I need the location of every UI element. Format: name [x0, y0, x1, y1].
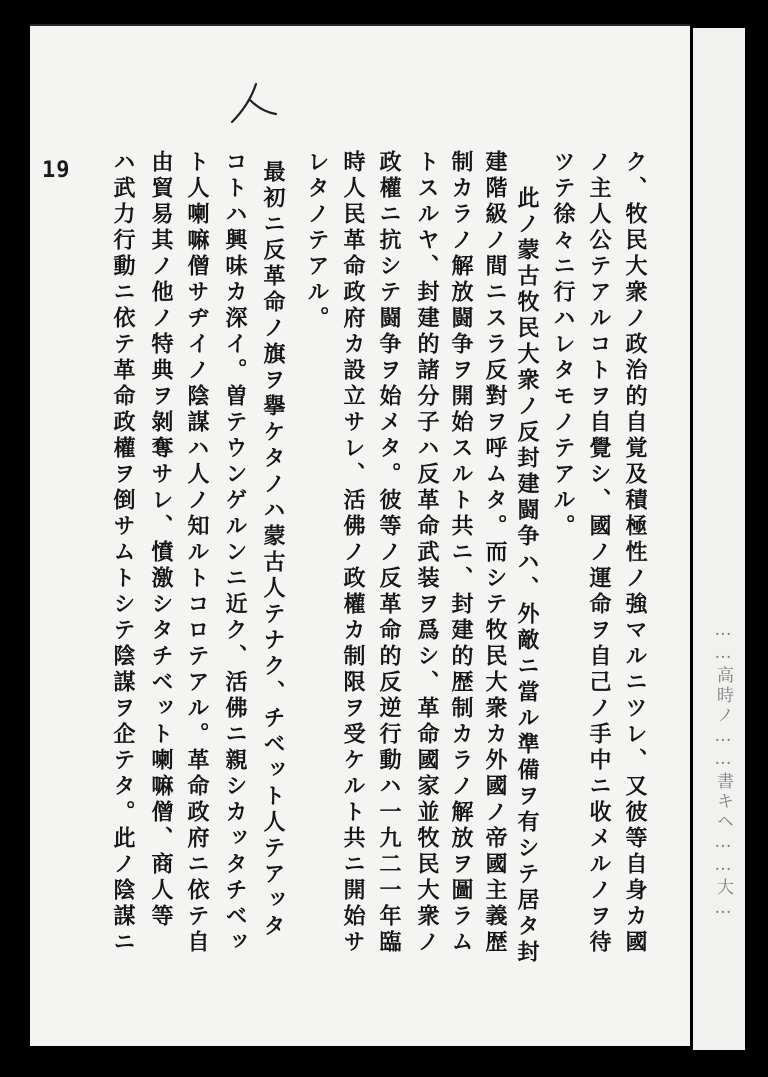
text-column-10: レタノテアル。 — [304, 150, 330, 332]
text-column-1: ク、牧民大衆ノ政治的自覚及積極性ノ強マルニツレ、又彼等自身カ國 — [622, 150, 648, 956]
text-column-8: 政權ニ抗シテ闘争ヲ始メタ。彼等ノ反革命的反逆行動ハ一九二一年臨 — [376, 150, 402, 956]
text-column-14: 由貿易其ノ他ノ特典ヲ剝奪サレ、憤激シタチベット喇嘛僧、商人等 — [148, 150, 174, 930]
text-column-13: ト人喇嘛僧サヂイノ陰謀ハ人ノ知ルトコロテアル。革命政府ニ依テ自 — [184, 150, 210, 956]
text-column-7: トスルヤ、封建的諸分子ハ反革命武装ヲ爲シ、革命國家並牧民大衆ノ — [414, 150, 440, 956]
text-column-2: ノ主人公テアルコトヲ自覺シ、國ノ運命ヲ自己ノ手中ニ收メルノヲ待 — [586, 150, 612, 956]
text-column-11: 最初ニ反革命ノ旗ヲ擧ケタノハ蒙古人テナク、チベット人テアッタ — [260, 160, 286, 940]
text-column-4: 此ノ蒙古牧民大衆ノ反封建闘争ハ、外敵ニ當ル準備ヲ有シテ居タ封 — [514, 186, 540, 966]
text-column-6: 制カラノ解放闘争ヲ開始スルト共ニ、封建的歴制カラノ解放ヲ圖ラム — [448, 150, 474, 956]
page-number: 19 — [42, 158, 71, 183]
adjacent-page-text: ……高時ノ……書キヘ……大… — [713, 620, 733, 921]
text-column-15: ハ武力行動ニ依テ革命政權ヲ倒サムトシテ陰謀ヲ企テタ。此ノ陰謀ニ — [110, 150, 136, 956]
text-column-9: 時人民革命政府カ設立サレ、活佛ノ政權カ制限ヲ受ケルト共ニ開始サ — [340, 150, 366, 956]
text-column-3: ツテ徐々ニ行ハレタモノテアル。 — [550, 150, 576, 540]
handwritten-mark — [222, 80, 282, 130]
text-column-12: コトハ興味カ深イ。曽テウンゲルンニ近ク、活佛ニ親シカッタチベッ — [222, 150, 248, 956]
text-column-5: 建階級ノ間ニスラ反對ヲ呼ムタ。而シテ牧民大衆カ外國ノ帝國主義歴 — [482, 150, 508, 956]
